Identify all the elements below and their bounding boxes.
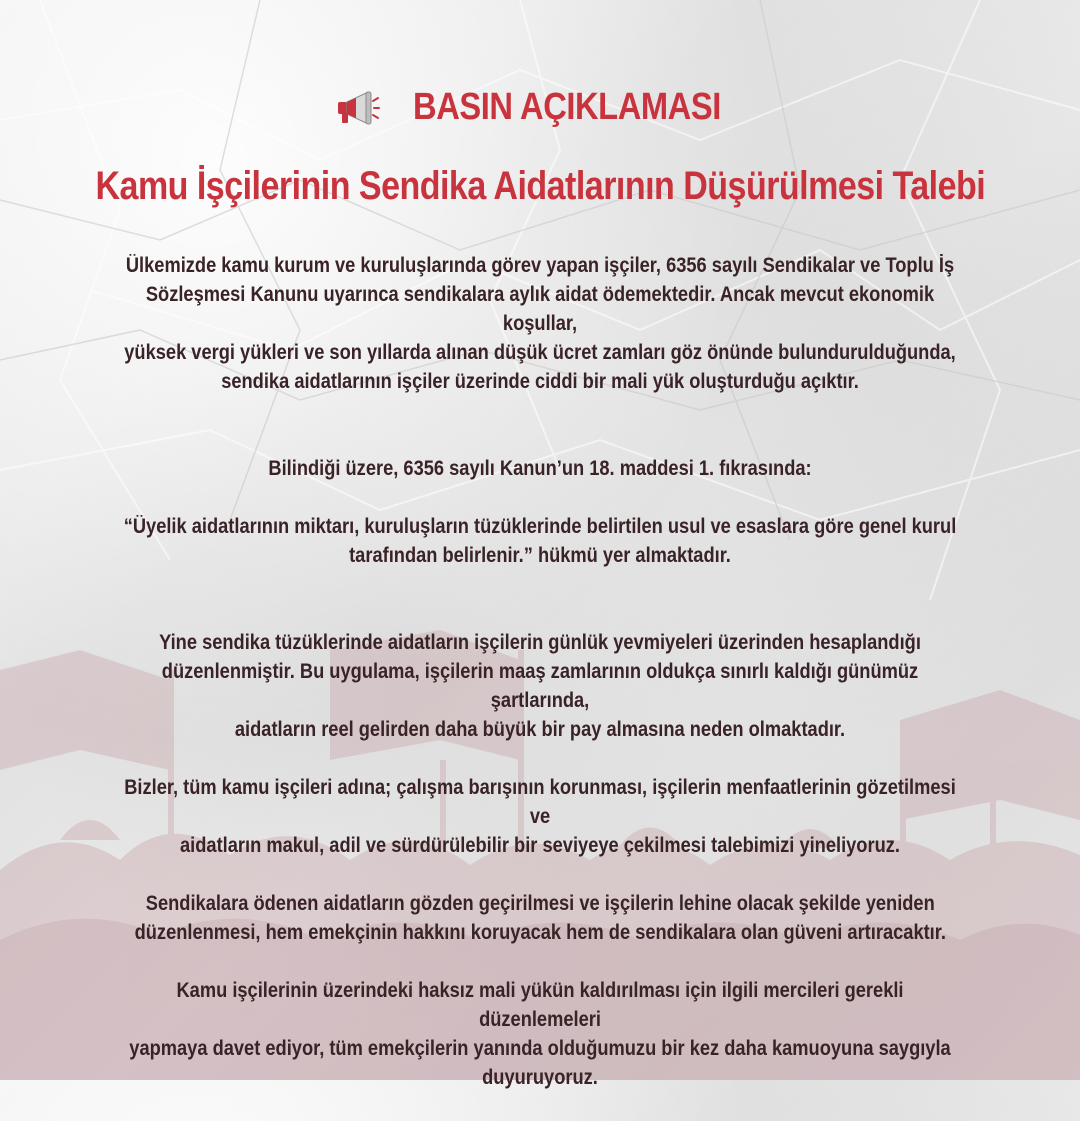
kicker-label: BASIN AÇIKLAMASI [413,86,721,128]
page-title: Kamu İşçilerinin Sendika Aidatlarının Düşürülmesi Talebi [95,164,985,208]
megaphone-icon [334,89,380,127]
paragraph-1: Ülkemizde kamu kurum ve kuruluşlarında görev yapan işçiler, 6356 sayılı Sendikalar ve Toplu İş Sözleşmesi Kanunu uyarınca sendikalara aylık aidat ödemektedir. Ancak mevcut ekonomik koşullar, yüksek vergi yükleri ve son yıllarda alınan düşük ücret zamları göz önünde bulundurulduğunda, sendika aidatlarının işçiler üzerinde ciddi bir mali yük oluşturduğu açıktır. [124,254,956,393]
paragraph-3: Yine sendika tüzüklerinde aidatların işçilerin günlük yevmiyeleri üzerinden hesaplandığı düzenlenmiştir. Bu uygulama, işçilerin maaş zamlarının oldukça sınırlı kaldığı günümüz şartlarında, aidatların reel gelirden daha büyük bir pay almasına neden olmaktadır. [159,631,921,741]
paragraph-6: Kamu işçilerinin üzerindeki haksız mali yükün kaldırılması için ilgili mercileri gerekli düzenlemeleri yapmaya davet ediyor, tüm emekçilerin yanında olduğumuzu bir kez daha kamuoyuna saygıyla duyuruyoruz. [129,979,951,1089]
law-quote: “Üyelik aidatlarının miktarı, kuruluşların tüzüklerinde belirtilen usul ve esaslara göre genel kurul tarafından belirlenir.” hükmü yer almaktadır. [123,515,957,567]
paragraph-2 [60,425,1020,599]
statement-body [60,251,1020,1121]
paragraph-5: Sendikalara ödenen aidatların gözden geçirilmesi ve işçilerin lehine olacak şekilde yeniden düzenlenmesi, hem emekçinin hakkını koruyacak hem de sendikalara olan güveni artıracaktır. [134,892,946,944]
paragraph-4: Bizler, tüm kamu işçileri adına; çalışma barışının korunması, işçilerin menfaatlerinin gözetilmesi ve aidatların makul, adil ve sürdürülebilir bir seviyeye çekilmesi talebimizi yineliyoruz. [124,776,956,857]
kicker [0,86,1080,129]
paragraph-2-intro: Bilindiği üzere, 6356 sayılı Kanun’un 18. maddesi 1. fıkrasında: [268,457,812,480]
